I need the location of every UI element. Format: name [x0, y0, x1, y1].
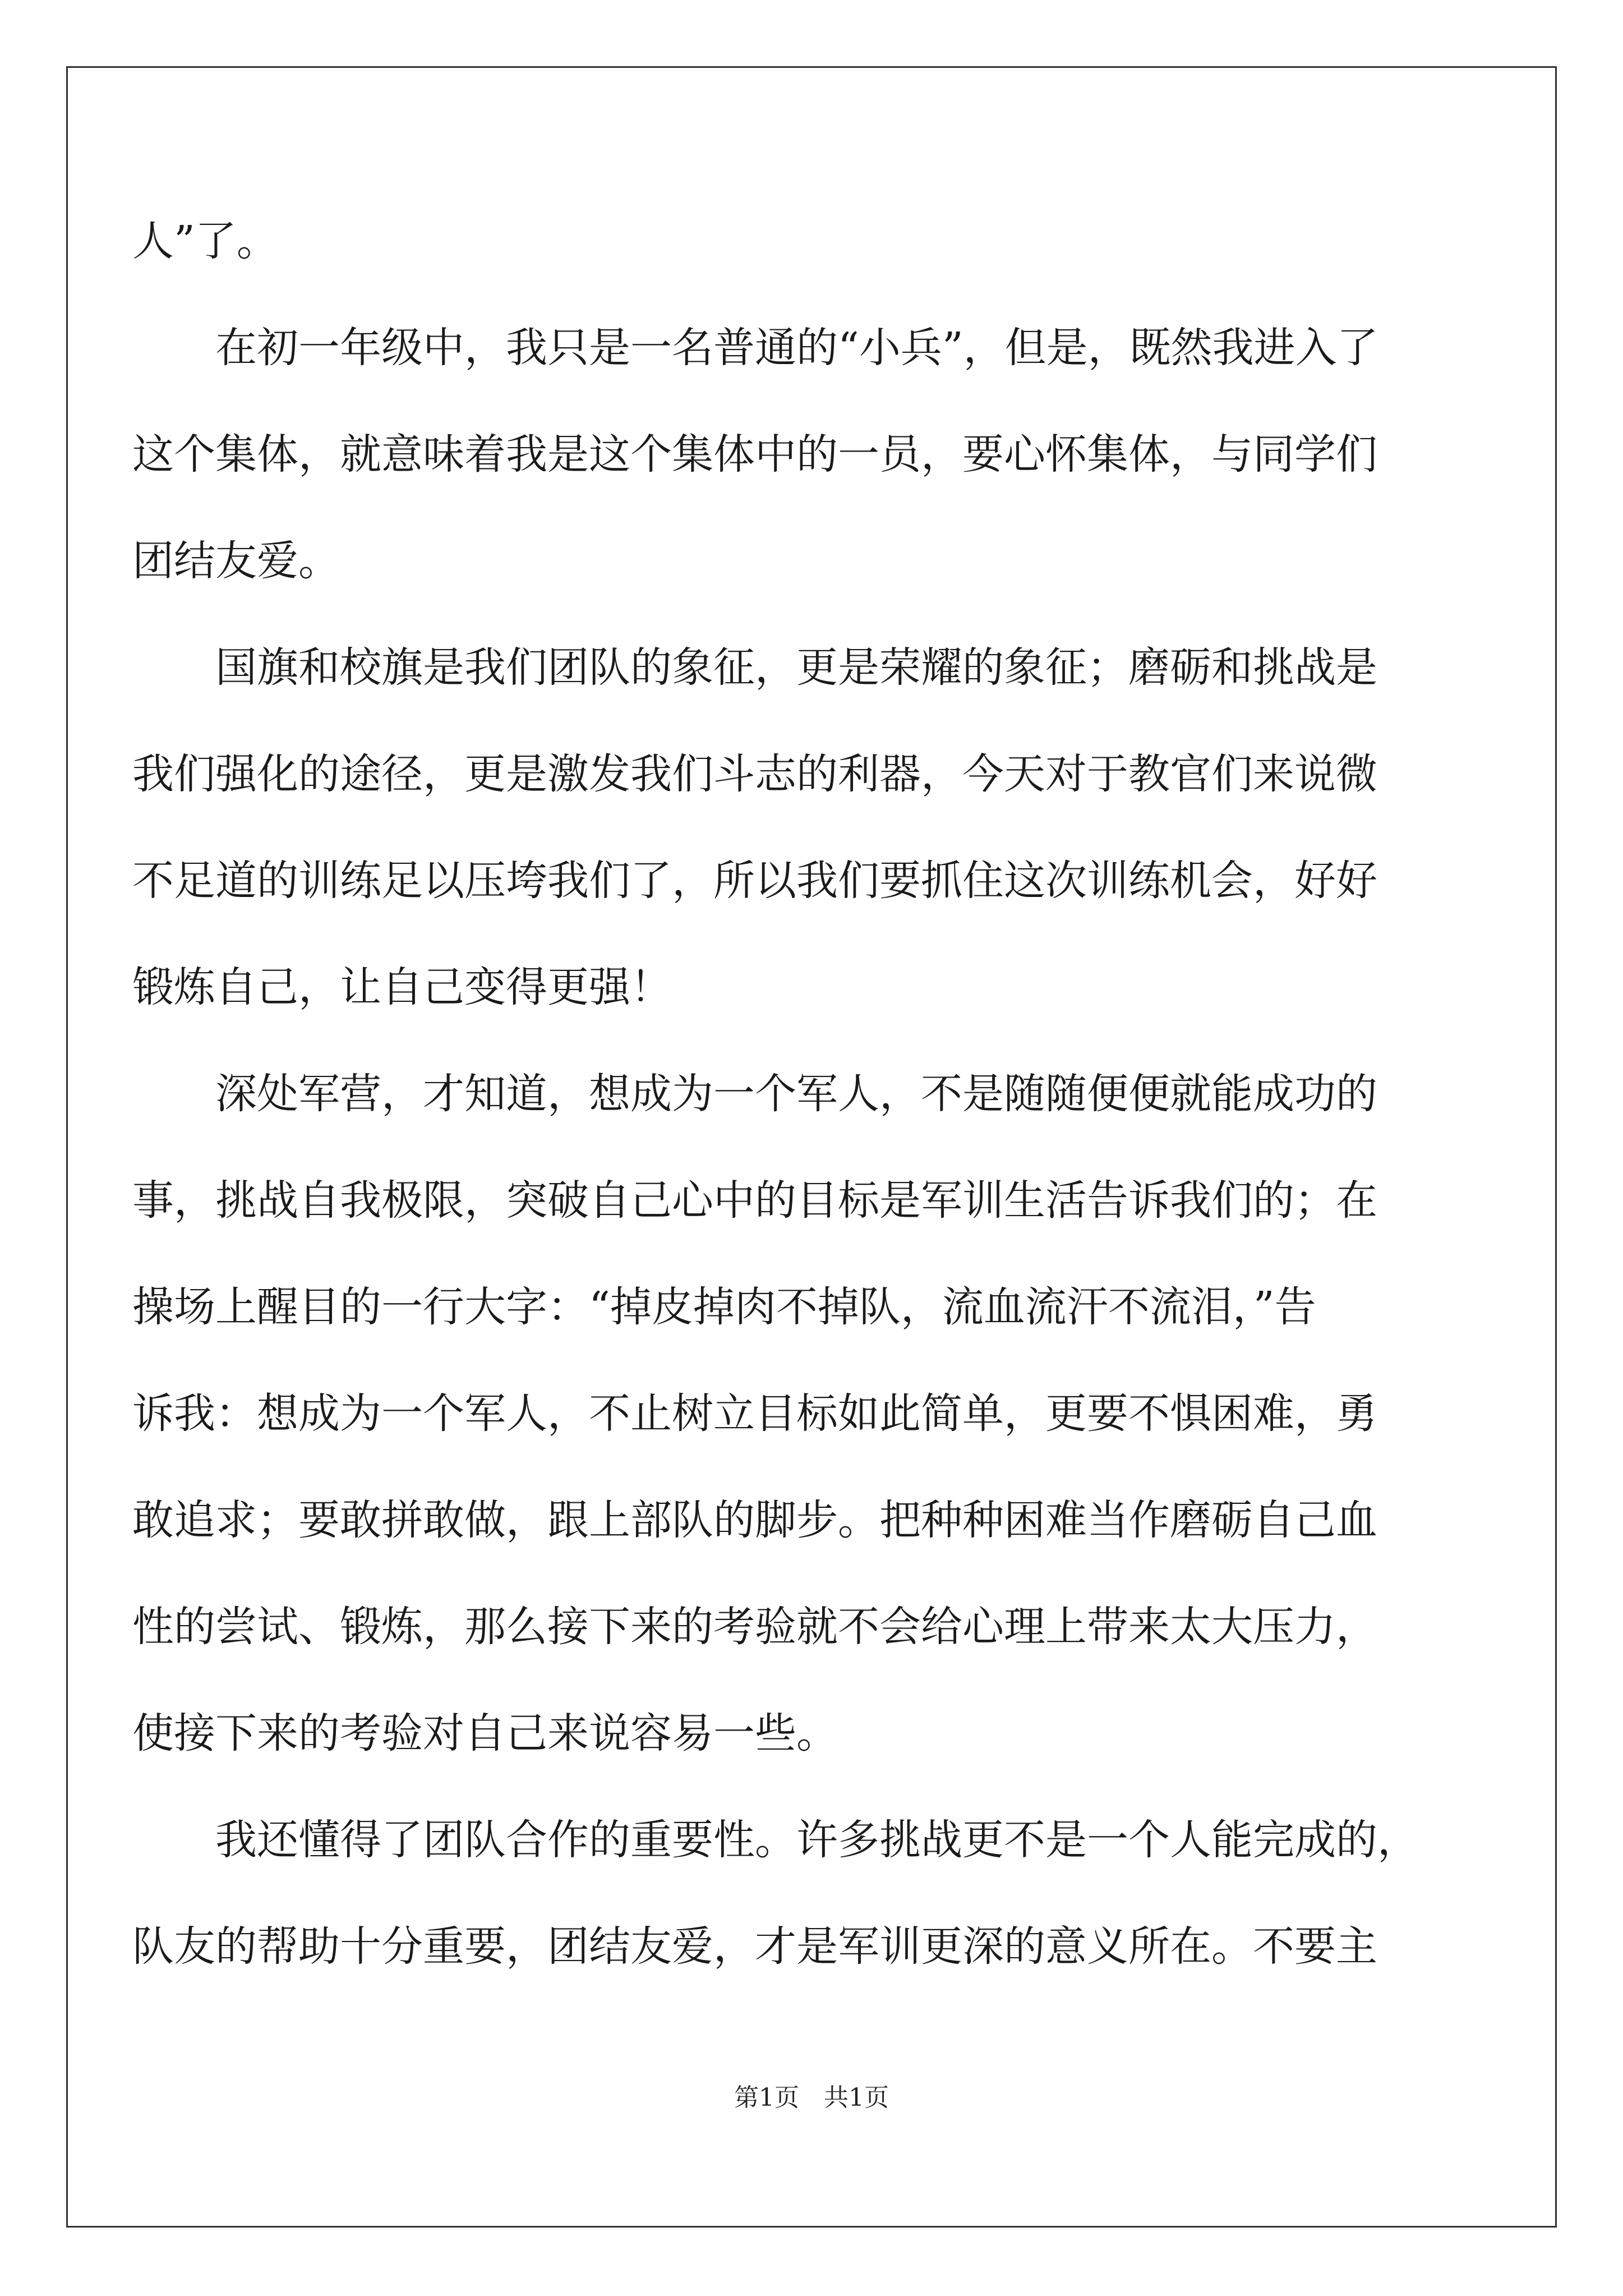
- text-line: 这个集体，就意味着我是这个集体中的一员，要心怀集体，与同学们: [132, 430, 1377, 478]
- text-line: 人”了。: [132, 217, 278, 265]
- text-line: 事，挑战自我极限，突破自己心中的目标是军训生活告诉我们的；在: [132, 1176, 1377, 1225]
- paragraph-first-line: 在初一年级中，我只是一名普通的“小兵”，但是，既然我进入了: [215, 324, 1378, 372]
- text-line: 诉我：想成为一个军人，不止树立目标如此简单，更要不惧困难，勇: [132, 1389, 1377, 1438]
- text-line: 我们强化的途径，更是激发我们斗志的利器，今天对于教官们来说微: [132, 750, 1377, 798]
- text-line: 使接下来的考验对自己来说容易一些。: [132, 1709, 838, 1757]
- text-line: 敢追求；要敢拼敢做，跟上部队的脚步。把种种困难当作磨砺自己血: [132, 1496, 1377, 1544]
- text-line: 不足道的训练足以压垮我们了，所以我们要抓住这次训练机会，好好: [132, 857, 1377, 905]
- paragraph-first-line: 我还懂得了团队合作的重要性。许多挑战更不是一个人能完成的，: [215, 1816, 1419, 1864]
- page-border: [66, 66, 1557, 2228]
- text-line: 锻炼自己，让自己变得更强！: [132, 963, 672, 1011]
- text-line: 团结友爱。: [132, 537, 340, 585]
- page-number: 第1页 共1页: [734, 2083, 889, 2112]
- text-line: 操场上醒目的一行大字：“掉皮掉肉不掉队，流血流汗不流泪，”告: [132, 1283, 1316, 1331]
- paragraph-first-line: 国旗和校旗是我们团队的象征，更是荣耀的象征；磨砺和挑战是: [215, 643, 1377, 692]
- text-line: 性的尝试、锻炼，那么接下来的考验就不会给心理上带来太大压力，: [132, 1603, 1377, 1651]
- text-line: 队友的帮助十分重要，团结友爱，才是军训更深的意义所在。不要主: [132, 1922, 1377, 1971]
- paragraph-first-line: 深处军营，才知道，想成为一个军人，不是随随便便就能成功的: [215, 1070, 1377, 1118]
